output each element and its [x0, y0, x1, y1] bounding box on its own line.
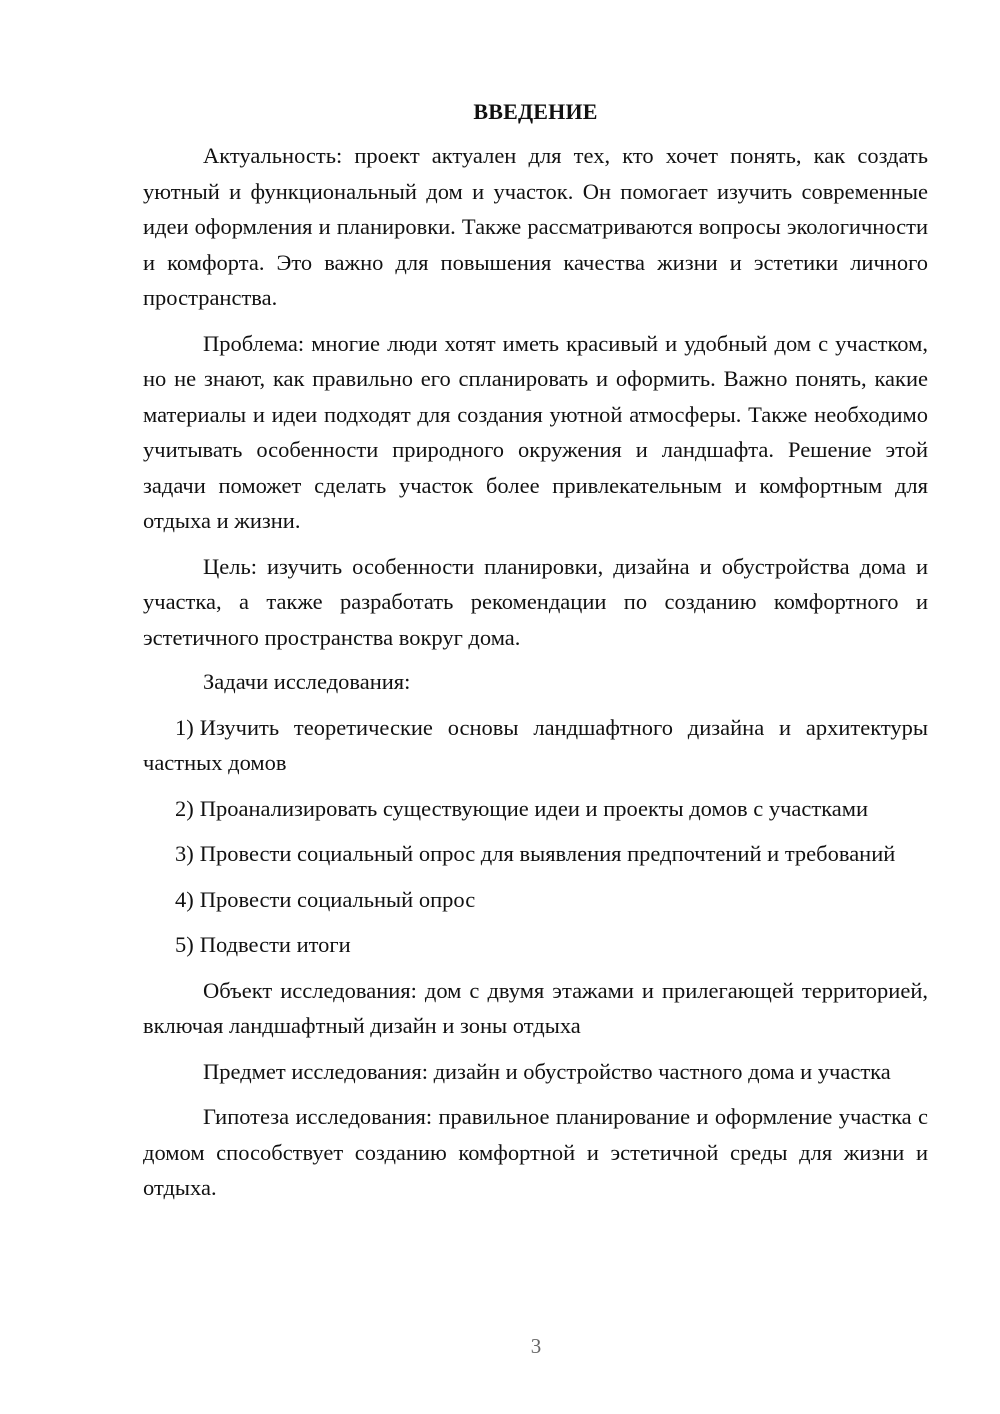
task-number: 2) [175, 795, 194, 821]
paragraph-goal: Цель: изучить особенности планировки, дизайна и обустройства дома и участка, а также разработать рекомендации по созданию комфортного и эстетичного пространства вокруг дома. [143, 553, 928, 650]
page-title: ВВЕДЕНИЕ [473, 99, 598, 124]
list-item [143, 882, 928, 918]
task-text: Провести социальный опрос [199, 886, 476, 912]
list-item [143, 927, 928, 963]
task-text: Подвести итоги [199, 932, 351, 957]
page-number: 3 [530, 1334, 542, 1358]
paragraph-subject: Предмет исследования: дизайн и обустройство частного дома и участка [203, 1058, 891, 1084]
task-number: 1) [175, 714, 194, 740]
task-number: 4) [175, 886, 194, 912]
paragraph-object: Объект исследования: дом с двумя этажами и прилегающей территорией, включая ландшафтный дизайн и зоны отдыха [143, 977, 928, 1038]
list-item [143, 791, 928, 827]
task-number: 5) [175, 932, 194, 957]
tasks-heading: Задачи исследования: [203, 669, 411, 694]
list-item [143, 710, 928, 781]
tasks-list [143, 710, 928, 963]
document-body [143, 90, 928, 1206]
list-item [143, 836, 928, 872]
paragraph-problem: Проблема: многие люди хотят иметь красивый и удобный дом с участком, но не знают, как правильно его спланировать и оформить. Важно понять, какие материалы и идеи подходят для создания уютной атмосферы. Также необходимо учитывать особенности природного окружения и ландшафта. Решение этой задачи поможет сделать участок более привлекательным и комфортным для отдыха и жизни. [143, 330, 928, 533]
task-number: 3) [175, 841, 194, 866]
task-text: Проанализировать существующие идеи и проекты домов с участками [199, 795, 869, 821]
task-text: Провести социальный опрос для выявления предпочтений и требований [199, 841, 896, 866]
paragraph-hypothesis: Гипотеза исследования: правильное планирование и оформление участка с домом способствует созданию комфортной и эстетичной среды для жизни и отдыха. [143, 1104, 928, 1200]
task-text: Изучить теоретические основы ландшафтного дизайна и архитектуры частных домов [143, 714, 928, 775]
paragraph-actuality: Актуальность: проект актуален для тех, кто хочет понять, как создать уютный и функциональный дом и участок. Он помогает изучить современные идеи оформления и планировки. Также рассматриваются вопросы экологичности и комфорта. Это важно для повышения качества жизни и эстетики личного пространства. [143, 143, 928, 310]
